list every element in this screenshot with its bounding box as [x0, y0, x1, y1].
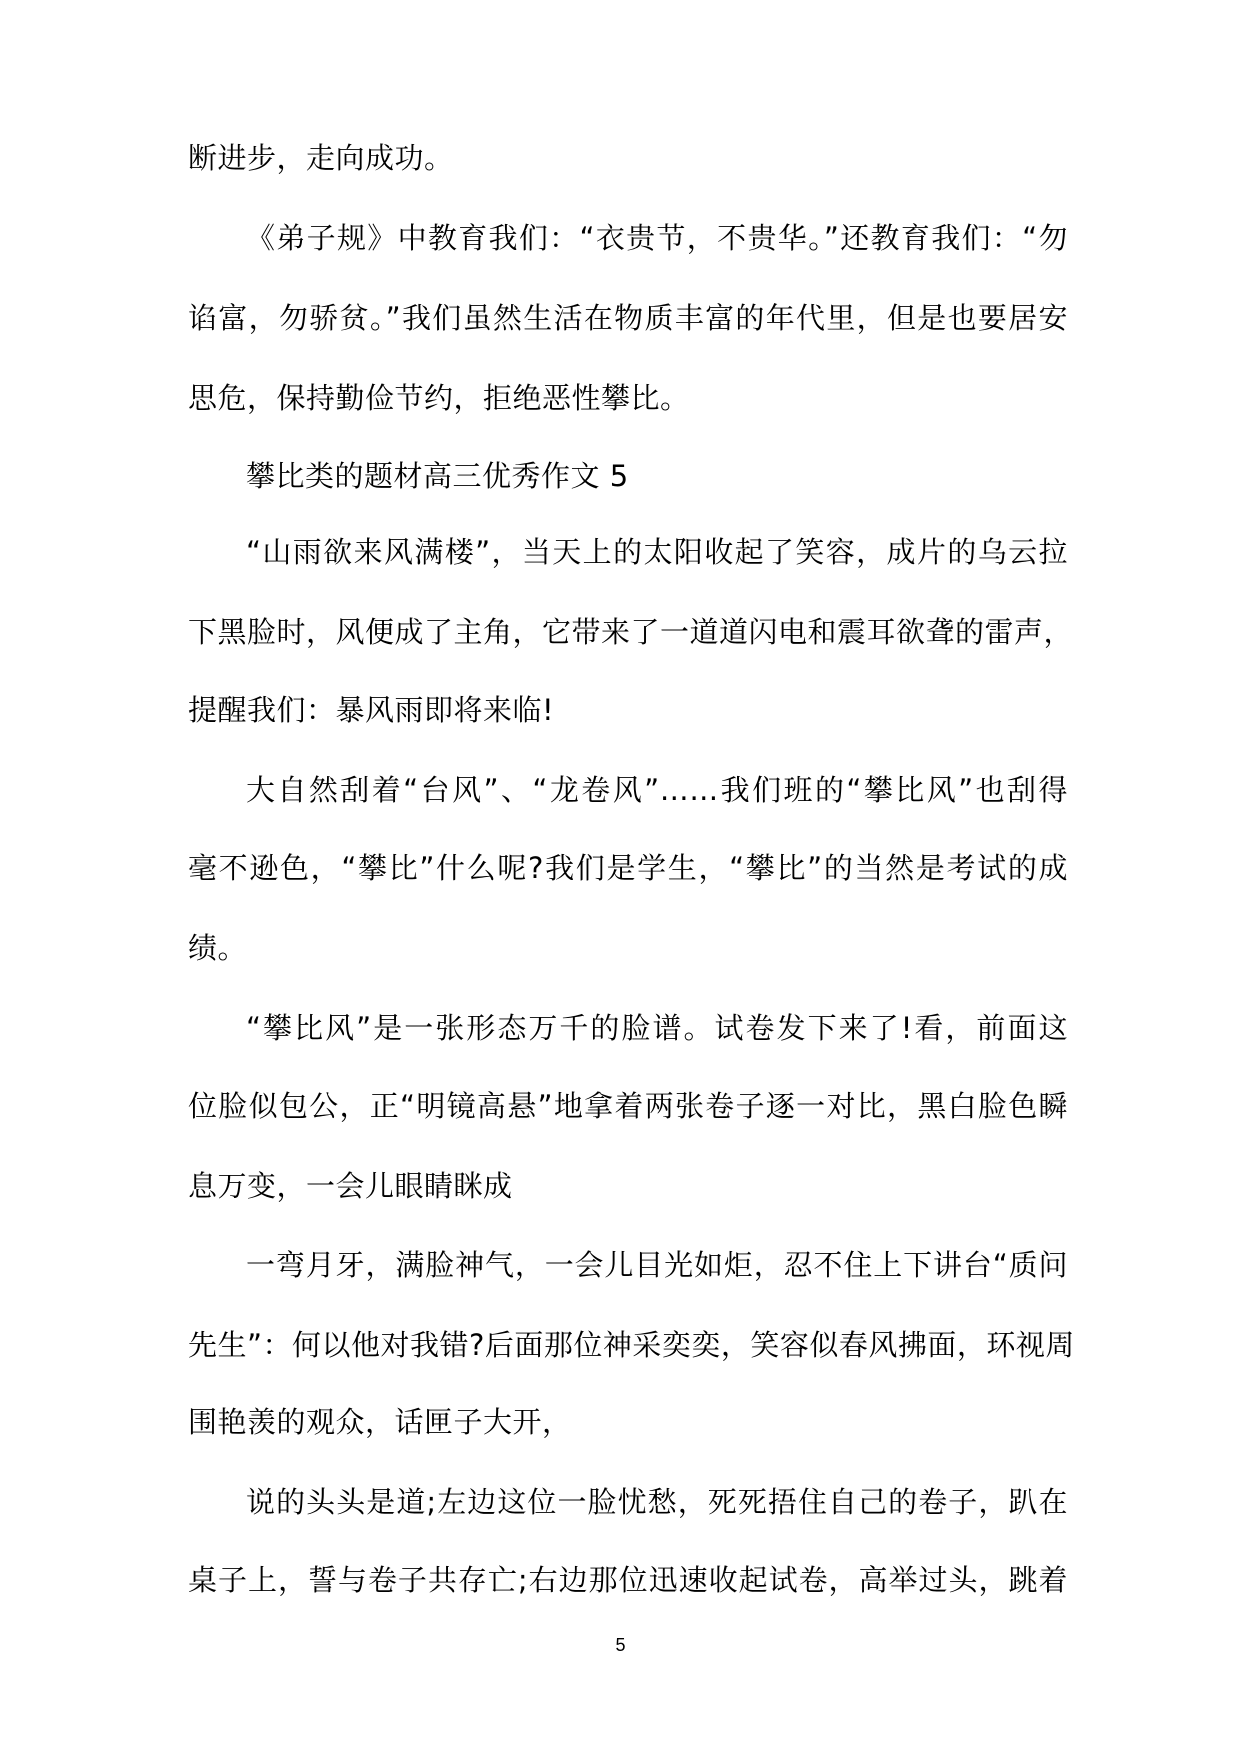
text-line: 位脸似包公，正“明镜高悬”地拿着两张卷子逐一对比，黑白脸色瞬 — [188, 1089, 1068, 1123]
text-line: 围艳羡的观众，话匣子大开， — [188, 1405, 572, 1439]
text-line: 毫不逊色，“攀比”什么呢?我们是学生，“攀比”的当然是考试的成 — [188, 851, 1068, 885]
text-line: 说的头头是道;左边这位一脸忧愁，死死捂住自己的卷子，趴在 — [246, 1485, 1068, 1519]
section-heading: 攀比类的题材高三优秀作文 5 — [246, 459, 629, 493]
text-line: “山雨欲来风满楼”，当天上的太阳收起了笑容，成片的乌云拉 — [246, 535, 1068, 569]
text-line: 断进步，走向成功。 — [188, 141, 454, 175]
text-line: 绩。 — [188, 931, 248, 965]
text-line: 思危，保持勤俭节约，拒绝恶性攀比。 — [188, 381, 690, 415]
text-line: 下黑脸时，风便成了主角，它带来了一道道闪电和震耳欲聋的雷声， — [188, 615, 1074, 649]
text-line: 谄富，勿骄贫。”我们虽然生活在物质丰富的年代里，但是也要居安 — [188, 301, 1068, 335]
text-line: 息万变，一会儿眼睛眯成 — [188, 1169, 513, 1203]
text-line: 大自然刮着“台风”、“龙卷风”……我们班的“攀比风”也刮得 — [246, 773, 1068, 807]
text-line: 《弟子规》中教育我们：“衣贵节，不贵华。”还教育我们：“勿 — [246, 221, 1068, 255]
text-line: 先生”：何以他对我错?后面那位神采奕奕，笑容似春风拂面，环视周 — [188, 1328, 1075, 1362]
text-line: “攀比风”是一张形态万千的脸谱。试卷发下来了!看，前面这 — [246, 1011, 1068, 1045]
text-line: 桌子上，誓与卷子共存亡;右边那位迅速收起试卷，高举过头，跳着 — [188, 1563, 1068, 1597]
text-line: 一弯月牙，满脸神气，一会儿目光如炬，忍不住上下讲台“质问 — [246, 1248, 1068, 1282]
page-number: 5 — [615, 1635, 626, 1655]
text-line: 提醒我们：暴风雨即将来临! — [188, 693, 555, 727]
